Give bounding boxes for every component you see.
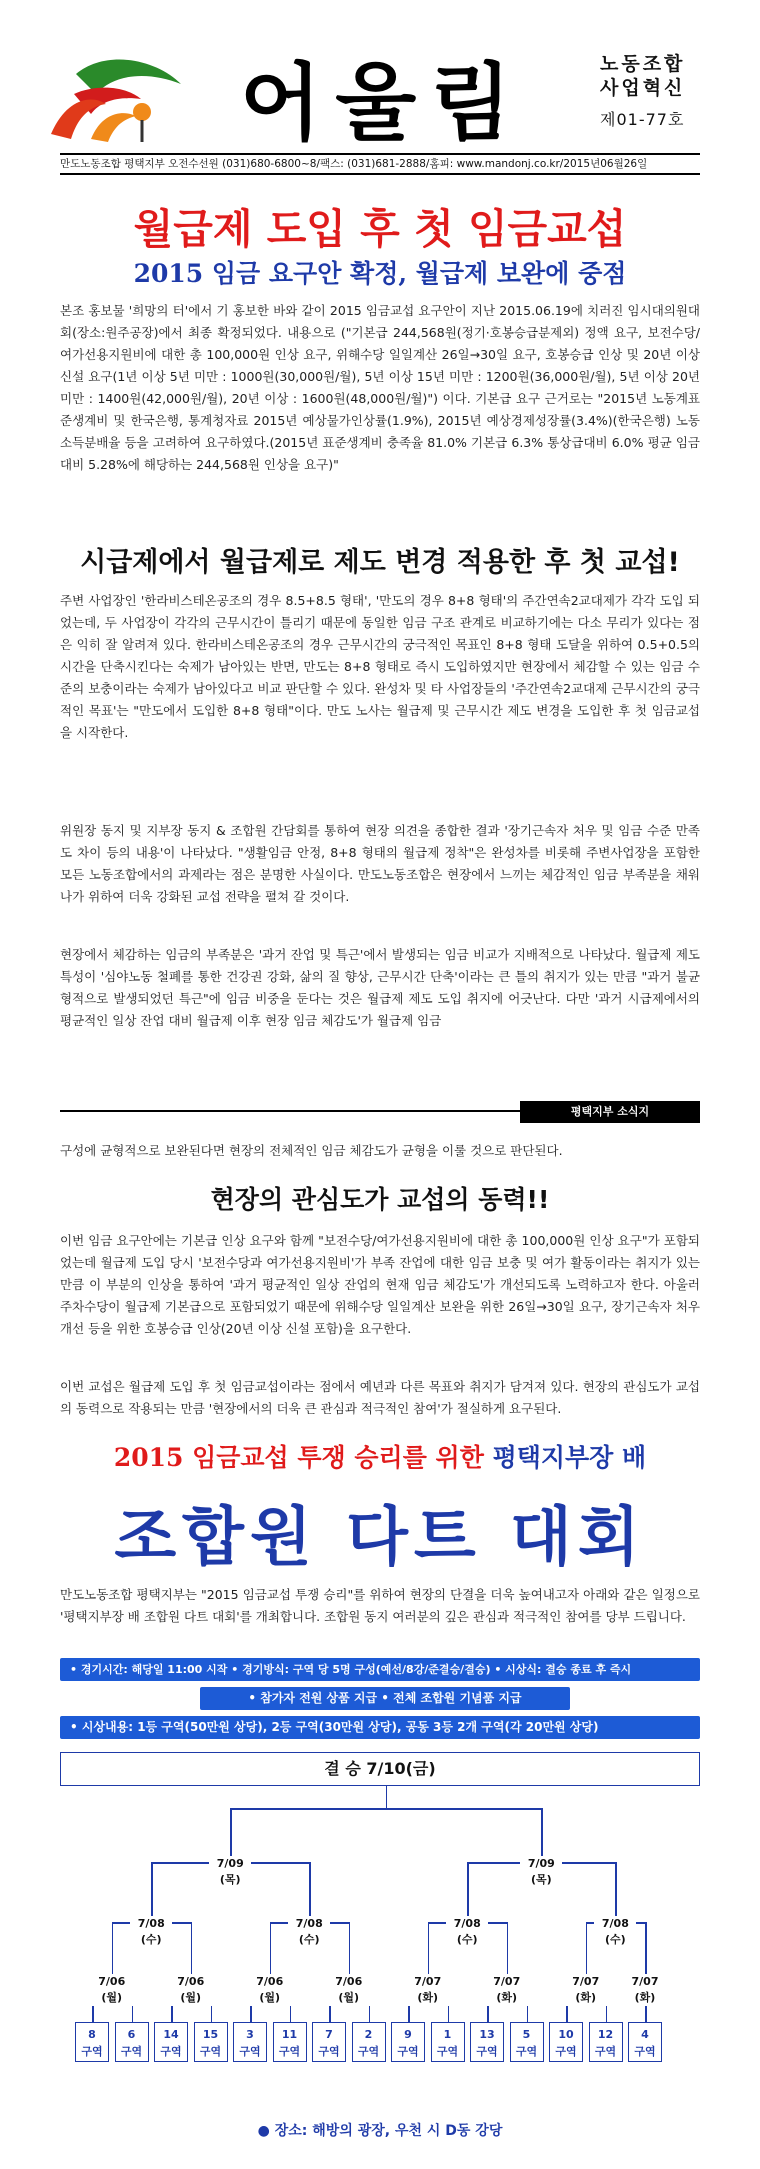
round-day: (월) [180,1991,202,2004]
headline-main: 월급제 도입 후 첫 임금교섭 [133,205,627,253]
team-suffix: 구역 [555,2045,577,2058]
team-suffix: 구역 [476,2045,498,2058]
newsletter-title: 어울림 [240,54,526,152]
round-date: 7/07 [572,1975,600,1988]
round-date: 7/09 [527,1857,555,1870]
round-day: (월) [338,1991,360,2004]
side-line-1: 노동조합 [600,53,686,75]
round-date-label [594,1916,636,1948]
team-suffix: 구역 [436,2045,459,2058]
round-day: (수) [605,1933,626,1946]
bracket-line [507,1922,509,1980]
bracket-line [386,1786,388,1808]
round-day: (화) [417,1991,439,2004]
team-number: 7 [325,2028,333,2041]
round-date: 7/08 [137,1917,165,1930]
round-date-label [209,1856,251,1888]
round-date: 7/07 [493,1975,521,1988]
team-suffix: 구역 [634,2045,656,2058]
dart-intro: 만도노동조합 평택지부는 "2015 임금교섭 투쟁 승리"를 위하여 현장의 단결을 더욱 높여내고자 아래와 같은 일정으로 '평택지부장 배 조합원 다트 대회'를 개최합니다. 조합원 동지 여러분의 깊은 관심과 적극적인 참여를 당부 드립니다. [60,1587,700,1624]
round-date-label [328,1974,370,2006]
team-number: 8 [88,2028,96,2041]
team-slot [589,2022,623,2062]
bracket-line [541,1808,543,1862]
round-date: 7/07 [631,1975,659,1988]
round-date-label [170,1974,212,2006]
team-suffix: 구역 [278,2045,301,2058]
round-day: (월) [101,1991,123,2004]
section2-heading: 현장의 관심도가 교섭의 동력!! [210,1185,550,1214]
section2-paragraph-2: 이번 교섭은 월급제 도입 후 첫 임금교섭이라는 점에서 예년과 다른 목표와 취지가 담겨져 있다. 현장의 관심도가 교섭의 동력으로 작용되는 만큼 '현장에서의 더욱 큰 관심과 적극적인 참여'가 절실하게 요구된다. [60,1379,700,1416]
masthead-side-text [600,52,685,132]
round-day: (화) [634,1991,656,2004]
venue-text: ● 장소: 해방의 광장, 우천 시 D동 강당 [257,2123,503,2139]
bracket-line [645,1922,647,2022]
round-date: 7/08 [295,1917,323,1930]
section2-paragraph-1: 이번 임금 요구안에는 기본급 인상 요구와 함께 "보전수당/여가선용지원비에 대한 총 100,000원 인상 요구"가 포함되었는데 월급제 도입 당시 '보전수당과 여가선용지원비'가 부족 잔업에 대한 임금 보충 및 여가 활동이라는 취지가 있는 만큼 이 부분의 인상을 통하여 '과거 평균적인 일상 잔업의 현재 임금 체감도'가 개선되도록 노력하고자 한다. 아울러 주차수당이 월급제 기본급으로 포함되었기 때문에 위해수당 일일계산 보완을 위한 26일→30일 요구, 장기근속자 처우 개선 등을 위한 호봉승급 인상(20년 이상 신설 포함)을 요구한다. [60,1233,700,1336]
bracket-line [615,1862,617,1922]
team-number: 4 [641,2028,649,2041]
team-suffix: 구역 [397,2045,419,2058]
round-date: 7/06 [335,1975,363,1988]
info-bar: 만도노동조합 평택지부 오전수선원 (031)680-6800~8/팩스: (031)681-2888/홈피: www.mandonj.co.kr/2015년06월26일 [60,153,700,175]
section1-paragraph-1: 주변 사업장인 '한라비스테온공조의 경우 8.5+8.5 형태', '만도의 경우 8+8 형태'의 주간연속2교대제가 각각 도입 되었는데, 두 사업장이 각각의 근무시간이 틀리기 때문에 동일한 임금 구조 관계로 비교하기에는 다소 무리가 있다는 점은 익히 잘 알려져 있다. 한라비스테온공조의 경우 근무시간의 궁극적인 목표인 8+8 형태 도달을 위하여 0.5+0.5의 시간을 단축시킨다는 숙제가 남아있는 반면, 만도는 8+8 형태로 즉시 도입하였지만 현장에서 체감할 수 있는 임금 수준의 보충이라는 숙제가 남아있다고 비교 판단할 수 있다. 완성차 및 타 사업장들의 '주간연속2교대제 근무시간의 궁극적인 목표'는 "만도에서 도입한 8+8 형태"이다. 만도 노사는 월급제 및 근무시간 제도 변경을 도입한 후 첫 임금교섭을 시작한다. [60,593,700,740]
team-suffix: 구역 [515,2045,538,2058]
team-slot [628,2022,662,2062]
bracket-line [428,1922,430,1980]
dart-title: 조합원 다트 대회 [114,1501,646,1575]
team-suffix: 구역 [239,2045,261,2058]
section1-paragraph-2: 위원장 동지 및 지부장 동지 & 조합원 간담회를 통하여 현장 의견을 종합한 결과 '장기근속자 처우 및 임금 수준 만족도 차이 등의 내용'이 나타났다. "생활임금 안정, 8+8 형태의 월급제 정착"은 완성차를 비롯해 주변사업장을 포함한 모든 노동조합에서의 과제라는 점은 분명한 사실이다. 만도노동조합은 현장에서 느끼는 체감적인 임금 부족분을 채워나가 위하여 더욱 강화된 교섭 전략을 펼쳐 갈 것이다. [60,823,700,904]
team-suffix: 구역 [594,2045,617,2058]
round-date-label [249,1974,291,2006]
team-number: 1 [443,2028,452,2041]
team-suffix: 구역 [160,2045,182,2058]
team-number: 11 [281,2028,298,2041]
round-date: 7/08 [601,1917,629,1930]
team-slot [312,2022,346,2062]
team-suffix: 구역 [120,2045,143,2058]
dart-pre-heading [60,1438,700,1474]
union-logo-icon [46,54,186,144]
team-number: 2 [364,2028,373,2041]
bracket-line [309,1862,311,1922]
team-slot [115,2022,149,2062]
round-date: 7/08 [453,1917,481,1930]
headline-subtitle: 2015 임금 요구안 확정, 월급제 보완에 중점 [133,259,627,288]
bracket-line [467,1862,469,1922]
team-number: 9 [404,2028,412,2041]
team-suffix: 구역 [357,2045,380,2058]
team-number: 13 [479,2028,495,2041]
round-date: 7/09 [216,1857,244,1870]
team-slot [154,2022,188,2062]
dart-pre-b: 평택지부장 배 [492,1443,647,1472]
team-number: 3 [246,2028,254,2041]
round-day: (화) [575,1991,597,2004]
round-date-label [486,1974,528,2006]
bracket-line [586,1922,588,1980]
round-day: (목) [219,1873,241,1886]
issue-number: 제01-77호 [600,110,685,129]
side-line-2: 사업혁신 [600,77,686,99]
round-day: (목) [530,1873,552,1886]
tournament-bracket [60,1752,700,2062]
team-slot [470,2022,504,2062]
team-number: 10 [558,2028,574,2041]
masthead [40,40,720,150]
section1-paragraph-3: 현장에서 체감하는 임금의 부족분은 '과거 잔업 및 특근'에서 발생되는 임금 비교가 지배적으로 나타났다. 월급제 제도 특성이 '심야노동 철폐를 통한 건강권 강화, 삶의 질 향상, 근무시간 단축'이라는 큰 틀의 취지가 있는 만큼 "과거 불균형적으로 발생되었던 특근"에 임금 비중을 둔다는 것은 월급제 제도 도입 취지에 어긋난다. 다만 '과거 시급제에서의 평균적인 일상 잔업 대비 월급제 이후 현장 임금 체감도'가 월급제 임금 [60,947,700,1028]
team-number: 15 [202,2028,219,2041]
bracket-line [349,1922,351,1980]
section-label: 평택지부 소식지 [520,1101,700,1123]
team-slot [549,2022,583,2062]
round-date-label [407,1974,449,2006]
team-slot [391,2022,425,2062]
round-date-label [565,1974,607,2006]
round-day: (수) [298,1933,320,1946]
team-slot [273,2022,307,2062]
team-number: 5 [522,2028,531,2041]
round-date-label [130,1916,172,1948]
round-date-label [288,1916,330,1948]
team-number: 12 [597,2028,614,2041]
dart-info-bar-2: • 참가자 전원 상품 지급 • 전체 조합원 기념품 지급 [200,1687,570,1710]
bracket-line [270,1922,272,1980]
team-slot [75,2022,109,2062]
team-suffix: 구역 [199,2045,222,2058]
team-number: 14 [163,2028,179,2041]
round-day: (화) [496,1991,518,2004]
round-date: 7/06 [177,1975,205,1988]
team-suffix: 구역 [81,2045,103,2058]
bracket-line [191,1922,193,1980]
round-date: 7/06 [98,1975,126,1988]
team-slot [194,2022,228,2062]
round-date-label [91,1974,133,2006]
team-suffix: 구역 [318,2045,340,2058]
round-day: (월) [259,1991,281,2004]
dart-pre-a: 2015 임금교섭 투쟁 승리를 위한 [113,1443,493,1472]
team-slot [431,2022,465,2062]
bracket-line [112,1922,114,1980]
dart-info-bar-1: • 경기시간: 해당일 11:00 시작 • 경기방식: 구역 당 5명 구성(예선/8강/준결승/결승) • 시상식: 결승 종료 후 즉시 [60,1658,700,1681]
bracket-line [151,1862,153,1922]
final-box: 결 승 7/10(금) [60,1752,700,1786]
intro-paragraph: 본조 홍보물 '희망의 터'에서 기 홍보한 바와 같이 2015 임금교섭 요구안이 지난 2015.06.19에 치러진 임시대의원대회(장소:원주공장)에서 최종 확정되었다. 내용으로 ("기본급 244,568원(정기·호봉승급분제외) 정액 요구, 보전수당/여가선용지원비에 대한 총 100,000원 인상 요구, 위해수당 일일계산 26일→30일 요구, 호봉승급 인상 및 20년 이상 신설 요구(1년 이상 5년 미만 : 1000원(30,000원/월), 5년 이상 15년 미만 : 1200원(36,000원/월), 5년 이상 20년 미만 : 1400원(42,000원/월), 20년 이상 : 1600원(48,000원/월)") 이다. 기본급 요구 근거로는 "2015년 노동계표준생계비 및 한국은행, 통계청자료 2015년 예상물가인상률(1.9%), 2015년 예상경제성장률(3.4%)(한국은행) 노동소득분배율 등을 고려하여 요구하였다.(2015년 표준생계비 충족율 81.0% 기본급 6.3% 통상급대비 6.0% 평균 임금대비 5.28%에 해당하는 244,568원 인상을 요구)" [60,303,700,472]
section1-heading: 시급제에서 월급제로 제도 변경 적용한 후 첫 교섭! [80,547,680,578]
team-slot [233,2022,267,2062]
team-slot [510,2022,544,2062]
bracket-line [230,1808,541,1810]
team-number: 6 [127,2028,136,2041]
bracket-line [230,1808,232,1862]
round-day: (수) [456,1933,478,1946]
round-date: 7/06 [256,1975,284,1988]
team-slot [352,2022,386,2062]
round-date-label [520,1856,562,1888]
dart-info-bar-3: • 시상내용: 1등 구역(50만원 상당), 2등 구역(30만원 상당), 공동 3등 2개 구역(각 20만원 상당) [60,1716,700,1739]
round-day: (수) [140,1933,162,1946]
round-date-label [446,1916,488,1948]
round-date-label [624,1974,666,2006]
round-date: 7/07 [414,1975,442,1988]
continued-paragraph: 구성에 균형적으로 보완된다면 현장의 전체적인 임금 체감도가 균형을 이룰 것으로 판단된다. [60,1143,563,1158]
